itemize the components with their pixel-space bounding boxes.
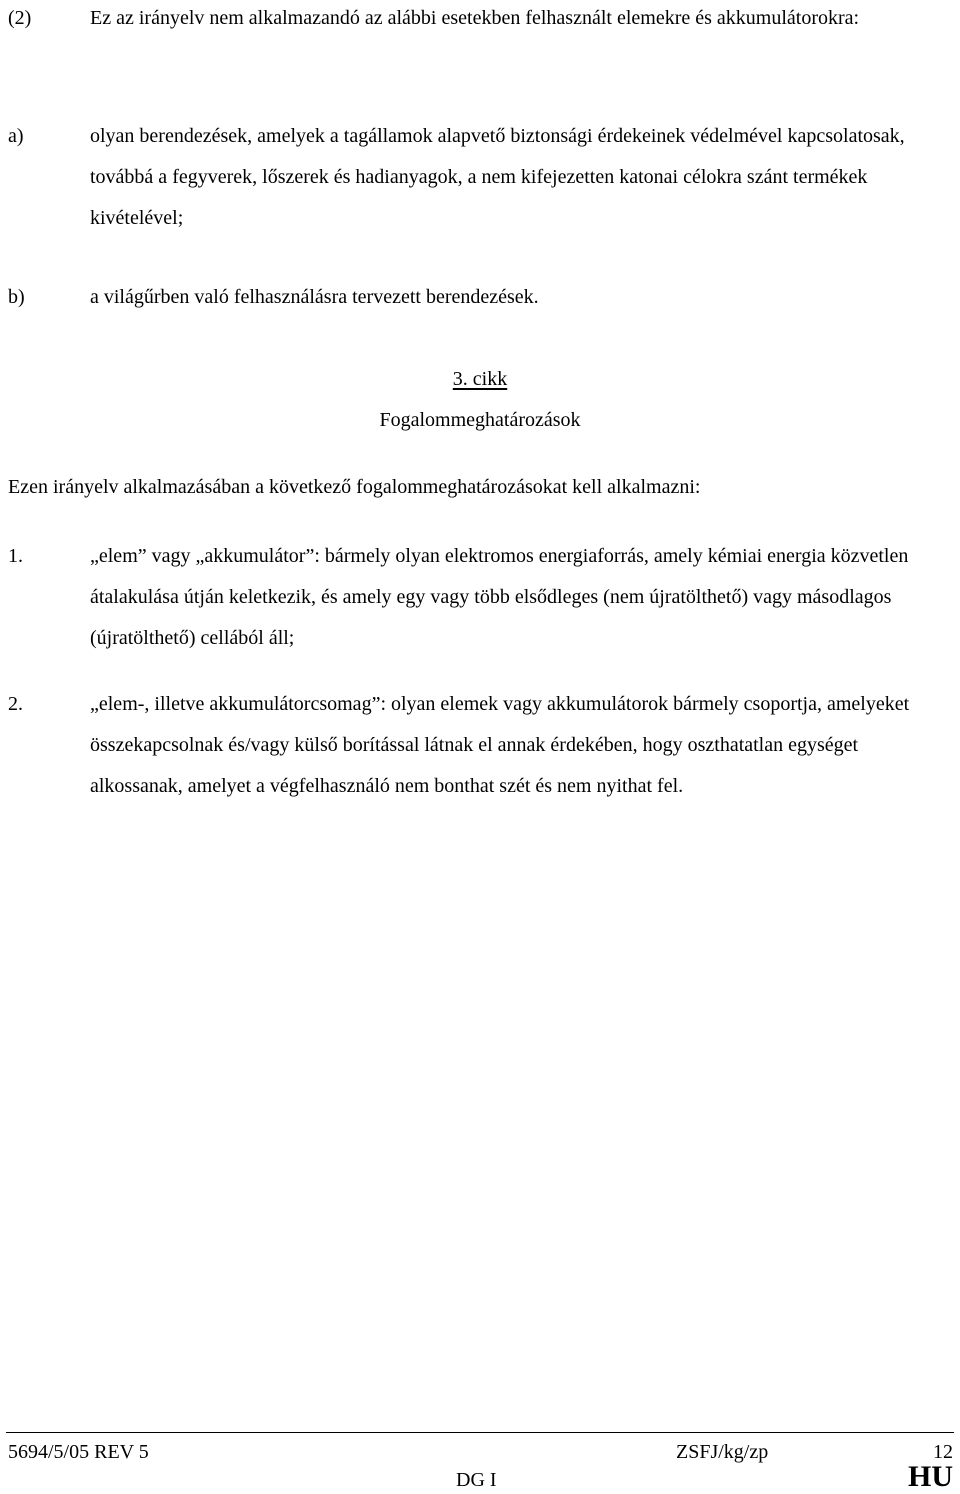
- footer-doc-ref: 5694/5/05 REV 5: [8, 1441, 149, 1463]
- list-item-text: olyan berendezések, amelyek a tagállamok alapvető biztonsági érdekeinek védelmével kapcsolatosak, továbbá a fegyverek, lőszerek és hadianyagok, a nem kifejezetten katonai célokra szánt termékek kivételével;: [90, 125, 905, 229]
- list-item-marker: a): [8, 125, 24, 147]
- list-item: [8, 277, 954, 318]
- article-number-text: 3. cikk: [452, 368, 508, 390]
- article-number: [0, 359, 960, 399]
- list-item-marker: b): [8, 286, 25, 308]
- definition-text: „elem-, illetve akkumulátorcsomag”: olyan elemek vagy akkumulátorok bármely csoportja, amelyeket összekapcsolnak és/vagy külső borítással látnak el annak érdekében, hogy oszthatatlan egységet alkossanak, amelyet a végfelhasználó nem bonthat szét és nem nyithat fel.: [90, 693, 910, 797]
- paragraph-2: [8, 0, 954, 39]
- list-item-text: a világűrben való felhasználásra tervezett berendezések.: [90, 286, 539, 308]
- footer-page-number: 12: [933, 1441, 953, 1463]
- footer-rule: [6, 1432, 954, 1433]
- footer-dg: DG I: [456, 1469, 497, 1491]
- list-item: [8, 116, 954, 239]
- definition-number: 1.: [8, 545, 23, 567]
- footer-author-ref: ZSFJ/kg/zp: [676, 1441, 769, 1463]
- paragraph-text: Ez az irányelv nem alkalmazandó az alábbi esetekben felhasznált elemekre és akkumulátorokra:: [90, 7, 860, 29]
- paragraph-number: (2): [8, 7, 32, 29]
- definition-item: [8, 684, 954, 807]
- definition-text: „elem” vagy „akkumulátor”: bármely olyan elektromos energiaforrás, amely kémiai energia közvetlen átalakulása útján keletkezik, és amely egy vagy több elsődleges (nem újratölthető) vagy másodlagos (újratölthető) cellából áll;: [90, 545, 909, 649]
- definitions-intro: Ezen irányelv alkalmazásában a következő fogalommeghatározásokat kell alkalmazni:: [8, 476, 701, 498]
- footer-language: HU: [908, 1460, 953, 1493]
- definition-item: [8, 536, 954, 659]
- definition-number: 2.: [8, 693, 23, 715]
- article-title: Fogalommeghatározások: [379, 409, 581, 431]
